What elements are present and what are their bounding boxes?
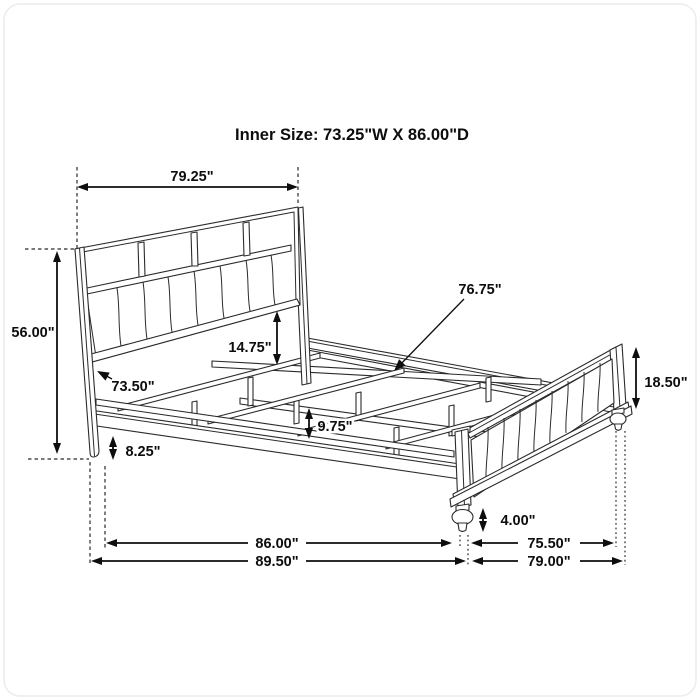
svg-text:14.75": 14.75" (228, 340, 272, 356)
svg-text:56.00": 56.00" (11, 325, 55, 341)
svg-text:75.50": 75.50" (527, 536, 571, 552)
svg-text:8.25": 8.25" (125, 444, 161, 460)
svg-text:79.00": 79.00" (527, 554, 571, 570)
dimension-footboard-inner-width (471, 536, 614, 552)
dimension-foot-height (479, 508, 536, 532)
footboard-right-bun-foot (610, 408, 626, 430)
dimension-footboard-height (632, 347, 688, 409)
diagram-title: Inner Size: 73.25"W X 86.00"D (235, 126, 469, 144)
svg-text:86.00": 86.00" (255, 536, 299, 552)
svg-text:9.75": 9.75" (317, 419, 353, 435)
dimension-headboard-height (11, 251, 61, 454)
dimension-footboard-overall-width (472, 554, 623, 570)
dimension-inner-rail-length (95, 367, 155, 395)
dimension-inner-length (106, 536, 452, 552)
svg-text:73.50": 73.50" (111, 379, 155, 395)
dimension-headboard-width (77, 169, 298, 191)
svg-text:18.50": 18.50" (644, 375, 688, 391)
svg-text:79.25": 79.25" (170, 169, 214, 185)
svg-text:89.50": 89.50" (255, 554, 299, 570)
svg-text:76.75": 76.75" (458, 282, 502, 298)
dimension-overall-length (91, 554, 466, 570)
dimension-side-rail-floor-gap (109, 436, 161, 460)
footboard-left-bun-foot (452, 504, 473, 532)
svg-text:4.00": 4.00" (500, 513, 536, 529)
extension-lines (25, 167, 625, 565)
